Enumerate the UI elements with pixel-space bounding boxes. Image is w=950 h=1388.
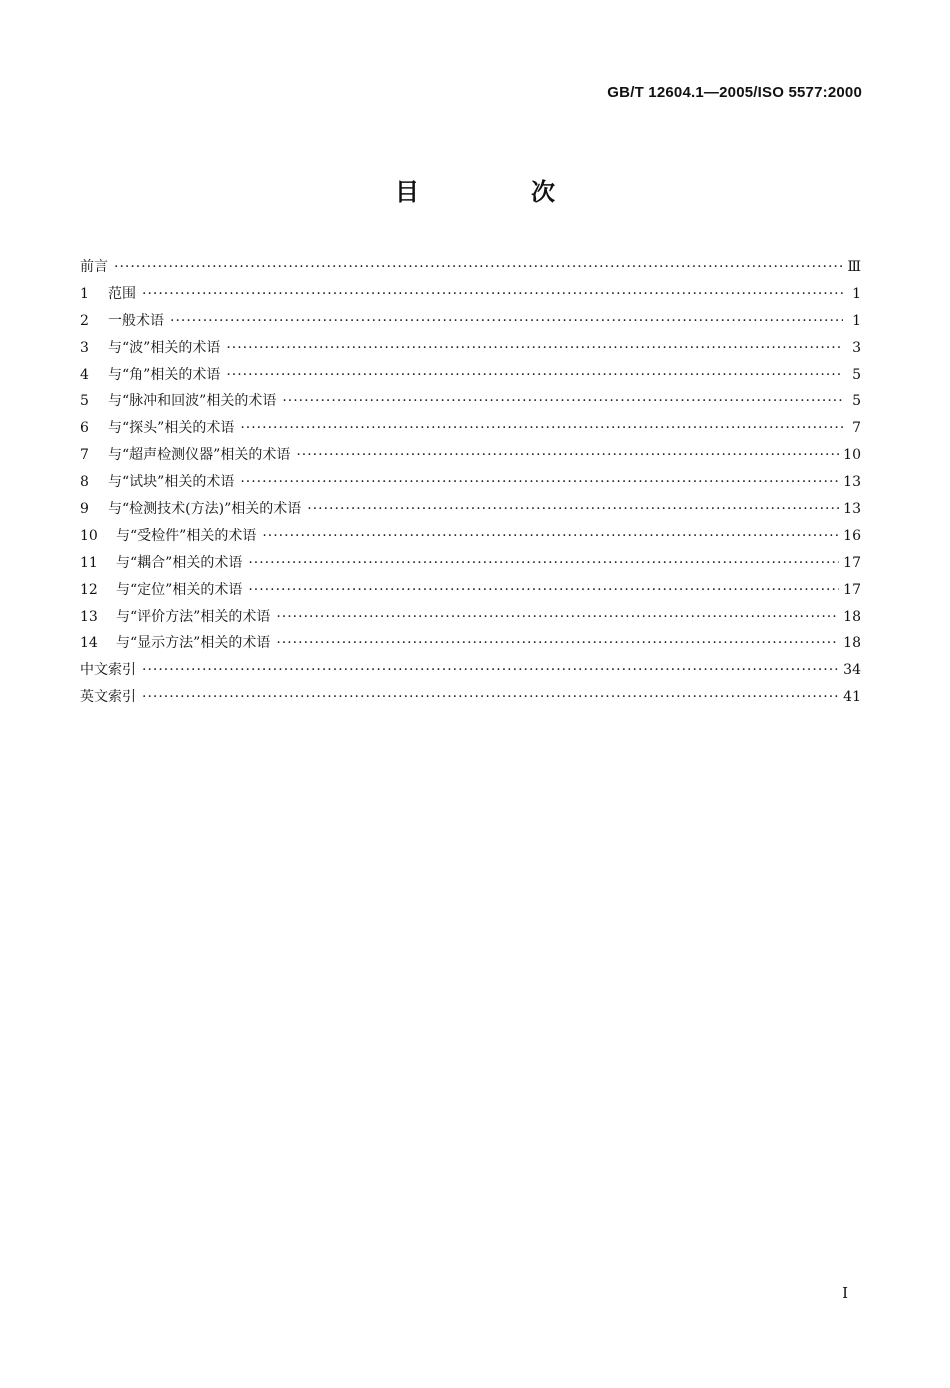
toc-entry-label: 与“角”相关的术语 (108, 366, 221, 383)
toc-entry-number: 14 (80, 635, 98, 652)
toc-entry-number: 12 (80, 581, 98, 598)
toc-entry-label: 中文索引 (80, 662, 136, 679)
toc-entry[interactable] (80, 523, 861, 550)
toc-entry-number: 7 (80, 447, 89, 464)
toc-entry[interactable] (80, 630, 861, 657)
toc-entry[interactable] (80, 577, 861, 604)
toc-entry-label: 与“检测技术(方法)”相关的术语 (108, 501, 302, 518)
toc-dot-leader (240, 469, 839, 496)
page-number: I (842, 1284, 848, 1302)
toc-entry-page: 41 (843, 689, 861, 706)
toc-entry-number: 10 (80, 527, 98, 544)
table-of-contents (80, 254, 861, 711)
toc-entry-label: 范围 (108, 285, 136, 302)
toc-entry-page: 18 (843, 635, 861, 652)
toc-dot-leader (240, 415, 843, 442)
toc-entry[interactable] (80, 254, 861, 281)
page-title: 目 次 (395, 178, 599, 206)
toc-dot-leader (142, 684, 839, 711)
toc-entry-label: 与“定位”相关的术语 (116, 581, 243, 598)
toc-dot-leader (248, 550, 839, 577)
toc-entry-label: 与“超声检测仪器”相关的术语 (108, 447, 291, 464)
toc-entry[interactable] (80, 388, 861, 415)
toc-entry-page: 13 (843, 501, 861, 518)
toc-dot-leader (142, 281, 843, 308)
toc-entry-page: 1 (852, 312, 861, 329)
toc-entry-label: 一般术语 (108, 312, 164, 329)
toc-entry-label: 与“耦合”相关的术语 (116, 554, 243, 571)
toc-entry[interactable] (80, 496, 861, 523)
toc-entry-page: 10 (843, 447, 861, 464)
toc-dot-leader (142, 657, 839, 684)
toc-entry[interactable] (80, 281, 861, 308)
toc-entry[interactable] (80, 308, 861, 335)
toc-entry-page: 1 (852, 285, 861, 302)
toc-entry[interactable] (80, 442, 861, 469)
toc-dot-leader (262, 523, 839, 550)
toc-entry-label: 英文索引 (80, 689, 136, 706)
toc-dot-leader (276, 604, 839, 631)
toc-entry-page: Ⅲ (847, 259, 861, 275)
toc-entry-number: 5 (80, 393, 89, 410)
toc-entry-page: 34 (843, 662, 861, 679)
toc-entry-number: 3 (80, 339, 89, 356)
toc-entry[interactable] (80, 657, 861, 684)
toc-entry-label: 与“脉冲和回波”相关的术语 (108, 393, 277, 410)
toc-entry[interactable] (80, 550, 861, 577)
toc-dot-leader (114, 254, 843, 281)
toc-entry-label: 与“显示方法”相关的术语 (116, 635, 271, 652)
toc-entry-page: 17 (843, 581, 861, 598)
toc-entry[interactable] (80, 469, 861, 496)
toc-entry-label: 与“试块”相关的术语 (108, 474, 235, 491)
toc-entry-label: 前言 (80, 259, 108, 275)
toc-entry-number: 11 (80, 554, 98, 571)
toc-entry[interactable] (80, 684, 861, 711)
toc-entry-page: 18 (843, 608, 861, 625)
toc-entry-page: 5 (852, 366, 861, 383)
toc-entry-page: 16 (843, 527, 861, 544)
toc-dot-leader (276, 630, 839, 657)
toc-dot-leader (226, 335, 843, 362)
toc-entry[interactable] (80, 362, 861, 389)
toc-entry-label: 与“波”相关的术语 (108, 339, 221, 356)
toc-entry-number: 8 (80, 474, 89, 491)
toc-entry-page: 17 (843, 554, 861, 571)
toc-dot-leader (296, 442, 839, 469)
toc-entry-page: 13 (843, 474, 861, 491)
toc-entry-number: 4 (80, 366, 89, 383)
toc-dot-leader (282, 388, 843, 415)
toc-entry-number: 6 (80, 420, 89, 437)
toc-dot-leader (248, 577, 839, 604)
toc-entry-number: 2 (80, 312, 89, 329)
toc-entry-page: 3 (852, 339, 861, 356)
toc-dot-leader (307, 496, 839, 523)
toc-entry[interactable] (80, 415, 861, 442)
toc-entry-number: 9 (80, 501, 89, 518)
toc-entry-page: 7 (852, 420, 861, 437)
toc-entry[interactable] (80, 335, 861, 362)
toc-entry-label: 与“受检件”相关的术语 (116, 527, 257, 544)
toc-dot-leader (226, 362, 843, 389)
standard-code: GB/T 12604.1—2005/ISO 5577:2000 (607, 84, 862, 101)
toc-dot-leader (170, 308, 843, 335)
toc-entry-label: 与“评价方法”相关的术语 (116, 608, 271, 625)
toc-entry-page: 5 (852, 393, 861, 410)
toc-entry-label: 与“探头”相关的术语 (108, 420, 235, 437)
toc-entry[interactable] (80, 604, 861, 631)
toc-entry-number: 1 (80, 285, 89, 302)
toc-entry-number: 13 (80, 608, 98, 625)
